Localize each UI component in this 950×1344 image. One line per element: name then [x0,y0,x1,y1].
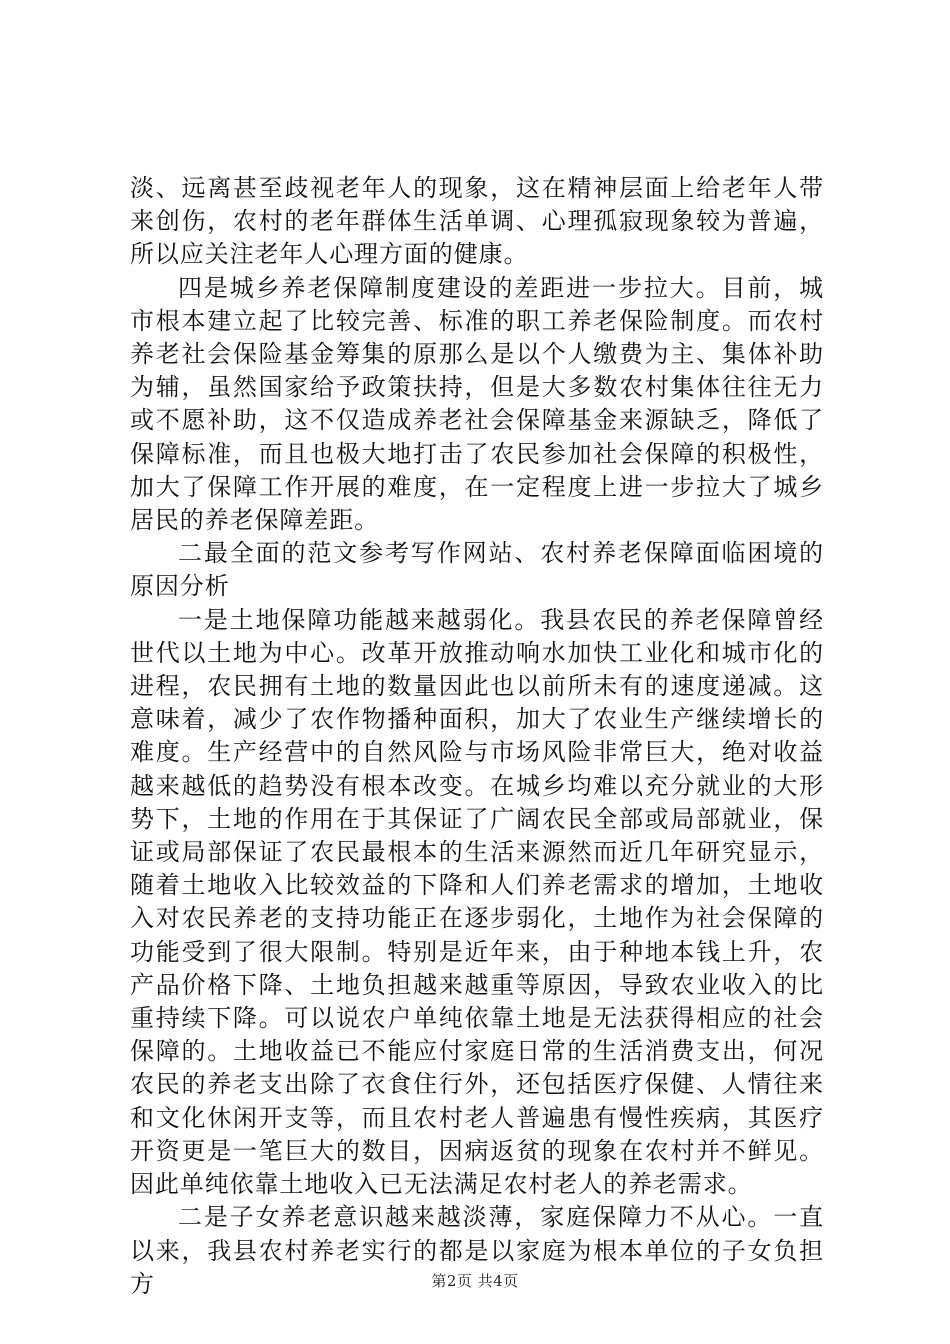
paragraph-family-support: 二是子女养老意识越来越淡薄，家庭保障力不从心。一直以来，我县农村养老实行的都是以家庭为根本单位的子女负担方 [130,1203,824,1298]
paragraph-point-four: 四是城乡养老保障制度建设的差距进一步拉大。目前，城市根本建立起了比较完善、标准的职工养老保险制度。而农村养老社会保险基金筹集的原那么是以个人缴费为主、集体补助为辅，虽然国家给予政策扶持，但是大多数农村集体往往无力或不愿补助，这不仅造成养老社会保障基金来源缺乏，降低了保障标准，而且也极大地打击了农民参加社会保障的积极性，加大了保障工作开展的难度，在一定程度上进一步拉大了城乡居民的养老保障差距。 [130,273,824,535]
paragraph-land-security: 一是土地保障功能越来越弱化。我县农民的养老保障曾经世代以土地为中心。改革开放推动响水加快工业化和城市化的进程，农民拥有土地的数量因此也以前所未有的速度递减。这意味着，减少了农作物播种面积，加大了农业生产继续增长的难度。生产经营中的自然风险与市场风险非常巨大，绝对收益越来越低的趋势没有根本改变。在城乡均难以充分就业的大形势下，土地的作用在于其保证了广阔农民全部或局部就业，保证或局部保证了农民最根本的生活来源然而近几年研究显示，随着土地收入比较效益的下降和人们养老需求的增加，土地收入对农民养老的支持功能正在逐步弱化，土地作为社会保障的功能受到了很大限制。特别是近年来，由于种地本钱上升，农产品价格下降、土地负担越来越重等原因，导致农业收入的比重持续下降。可以说农户单纯依靠土地是无法获得相应的社会保障的。土地收益已不能应付家庭日常的生活消费支出，何况农民的养老支出除了衣食住行外，还包括医疗保健、人情往来和文化休闲开支等，而且农村老人普遍患有慢性疾病，其医疗开资更是一笔巨大的数目，因病返贫的现象在农村并不鲜见。因此单纯依靠土地收入已无法满足农村老人的养老需求。 [130,605,824,1199]
paragraph-continuation: 淡、远离甚至歧视老年人的现象，这在精神层面上给老年人带来创伤，农村的老年群体生活单调、心理孤寂现象较为普遍，所以应关注老年人心理方面的健康。 [130,174,824,269]
section-heading: 二最全面的范文参考写作网站、农村养老保障面临困境的原因分析 [130,539,824,601]
document-body [130,172,824,1301]
page-footer: 第2页 共4页 [431,1272,519,1290]
